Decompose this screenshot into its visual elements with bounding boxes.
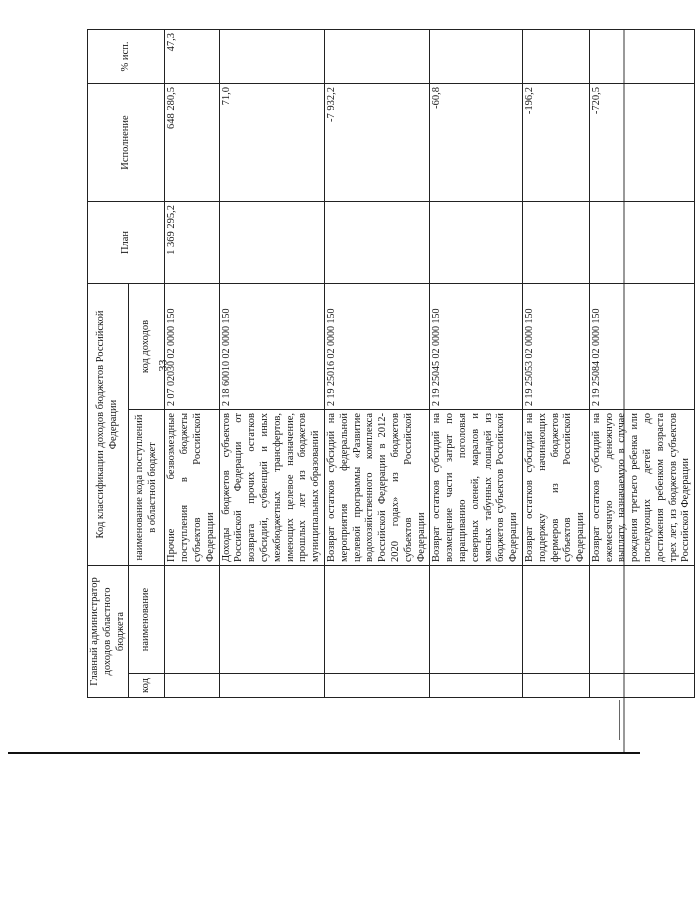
cell-description: Доходы бюджетов субъектов Российской Федерации от возврата прочих остатков субсидий, субвенций и иных межбюджетных трансфертов, имеющих целевое назначение, прошлых лет из бюджетов муниципальных образований xyxy=(219,410,324,566)
header-execution: Исполнение xyxy=(88,83,165,201)
revenue-table xyxy=(87,29,695,698)
cell-percent xyxy=(522,29,589,83)
cell-admin-code xyxy=(430,674,523,698)
table-row xyxy=(219,29,324,697)
margin-tick xyxy=(619,700,620,740)
cell-execution: -196,2 xyxy=(522,83,589,201)
rotated-table-container xyxy=(87,30,692,698)
cell-description: Возврат остатков субсидий на мероприятия федеральной целевой программы «Развитие водохозяйственного комплекса Российской Федерации в 2012-2020 годах» из бюджетов субъектов Российской Федерации xyxy=(324,410,429,566)
header-income-name: наименование кода поступлений в областной бюджет xyxy=(129,410,165,566)
table-row xyxy=(522,29,589,697)
cell-admin-name xyxy=(430,566,523,674)
table-row xyxy=(165,29,219,697)
page-number: 33 xyxy=(155,359,170,372)
cell-income-code: 2 07 02030 02 0000 150 xyxy=(165,283,219,409)
header-admin-group: Главный администратор доходов областного бюджета xyxy=(88,566,129,698)
cell-description: Возврат остатков субсидий на возмещение части затрат по наращиванию поголовья северных оленей, маралов и мясных табунных лошадей из бюджетов субъектов Российской Федерации xyxy=(430,410,523,566)
cell-plan: 1 369 295,2 xyxy=(165,201,219,283)
cell-income-code: 2 19 25053 02 0000 150 xyxy=(522,283,589,409)
cell-plan xyxy=(219,201,324,283)
cell-admin-code xyxy=(589,674,694,698)
header-classification-group: Код классификации доходов бюджетов Российской Федерации xyxy=(88,283,129,565)
cell-income-code: 2 19 25084 02 0000 150 xyxy=(589,283,694,409)
table-row xyxy=(324,29,429,697)
cell-percent xyxy=(324,29,429,83)
cell-plan xyxy=(324,201,429,283)
cell-admin-code xyxy=(219,674,324,698)
header-code: код xyxy=(129,674,165,698)
cell-admin-name xyxy=(165,566,219,674)
cell-admin-name xyxy=(324,566,429,674)
cell-execution: 648 280,5 xyxy=(165,83,219,201)
cell-execution: -60,8 xyxy=(430,83,523,201)
cell-admin-name xyxy=(219,566,324,674)
cell-admin-name xyxy=(522,566,589,674)
cell-description: Возврат остатков субсидий на ежемесячную денежную выплату, назначаемую в случае рождения третьего ребенка или последующих детей до достижения ребенком возраста трех лет, из бюджетов субъектов Российской Федерации xyxy=(589,410,694,566)
header-plan: План xyxy=(88,201,165,283)
cell-description: Прочие безвозмездные поступления в бюджеты субъектов Российской Федерации xyxy=(165,410,219,566)
cell-description: Возврат остатков субсидий на поддержку начинающих фермеров из бюджетов субъектов Российской Федерации xyxy=(522,410,589,566)
cell-plan xyxy=(589,201,694,283)
cell-income-code: 2 19 25016 02 0000 150 xyxy=(324,283,429,409)
cell-execution: 71,0 xyxy=(219,83,324,201)
table-row xyxy=(430,29,523,697)
cell-percent xyxy=(589,29,694,83)
header-row-1 xyxy=(88,29,129,697)
cell-income-code: 2 18 60010 02 0000 150 xyxy=(219,283,324,409)
table-row xyxy=(589,29,694,697)
cell-execution: -720,5 xyxy=(589,83,694,201)
cell-income-code: 2 19 25045 02 0000 150 xyxy=(430,283,523,409)
cell-execution: -7 932,2 xyxy=(324,83,429,201)
header-income-code: код доходов xyxy=(129,283,165,409)
horizontal-rule xyxy=(8,752,640,754)
cell-percent xyxy=(430,29,523,83)
cell-admin-code xyxy=(522,674,589,698)
header-percent: % исп. xyxy=(88,29,165,83)
header-name: наименование xyxy=(129,566,165,674)
cell-admin-code xyxy=(165,674,219,698)
cell-percent xyxy=(219,29,324,83)
cell-admin-code xyxy=(324,674,429,698)
cell-admin-name xyxy=(589,566,694,674)
cell-plan xyxy=(430,201,523,283)
cell-plan xyxy=(522,201,589,283)
cell-percent: 47,3 xyxy=(165,29,219,83)
